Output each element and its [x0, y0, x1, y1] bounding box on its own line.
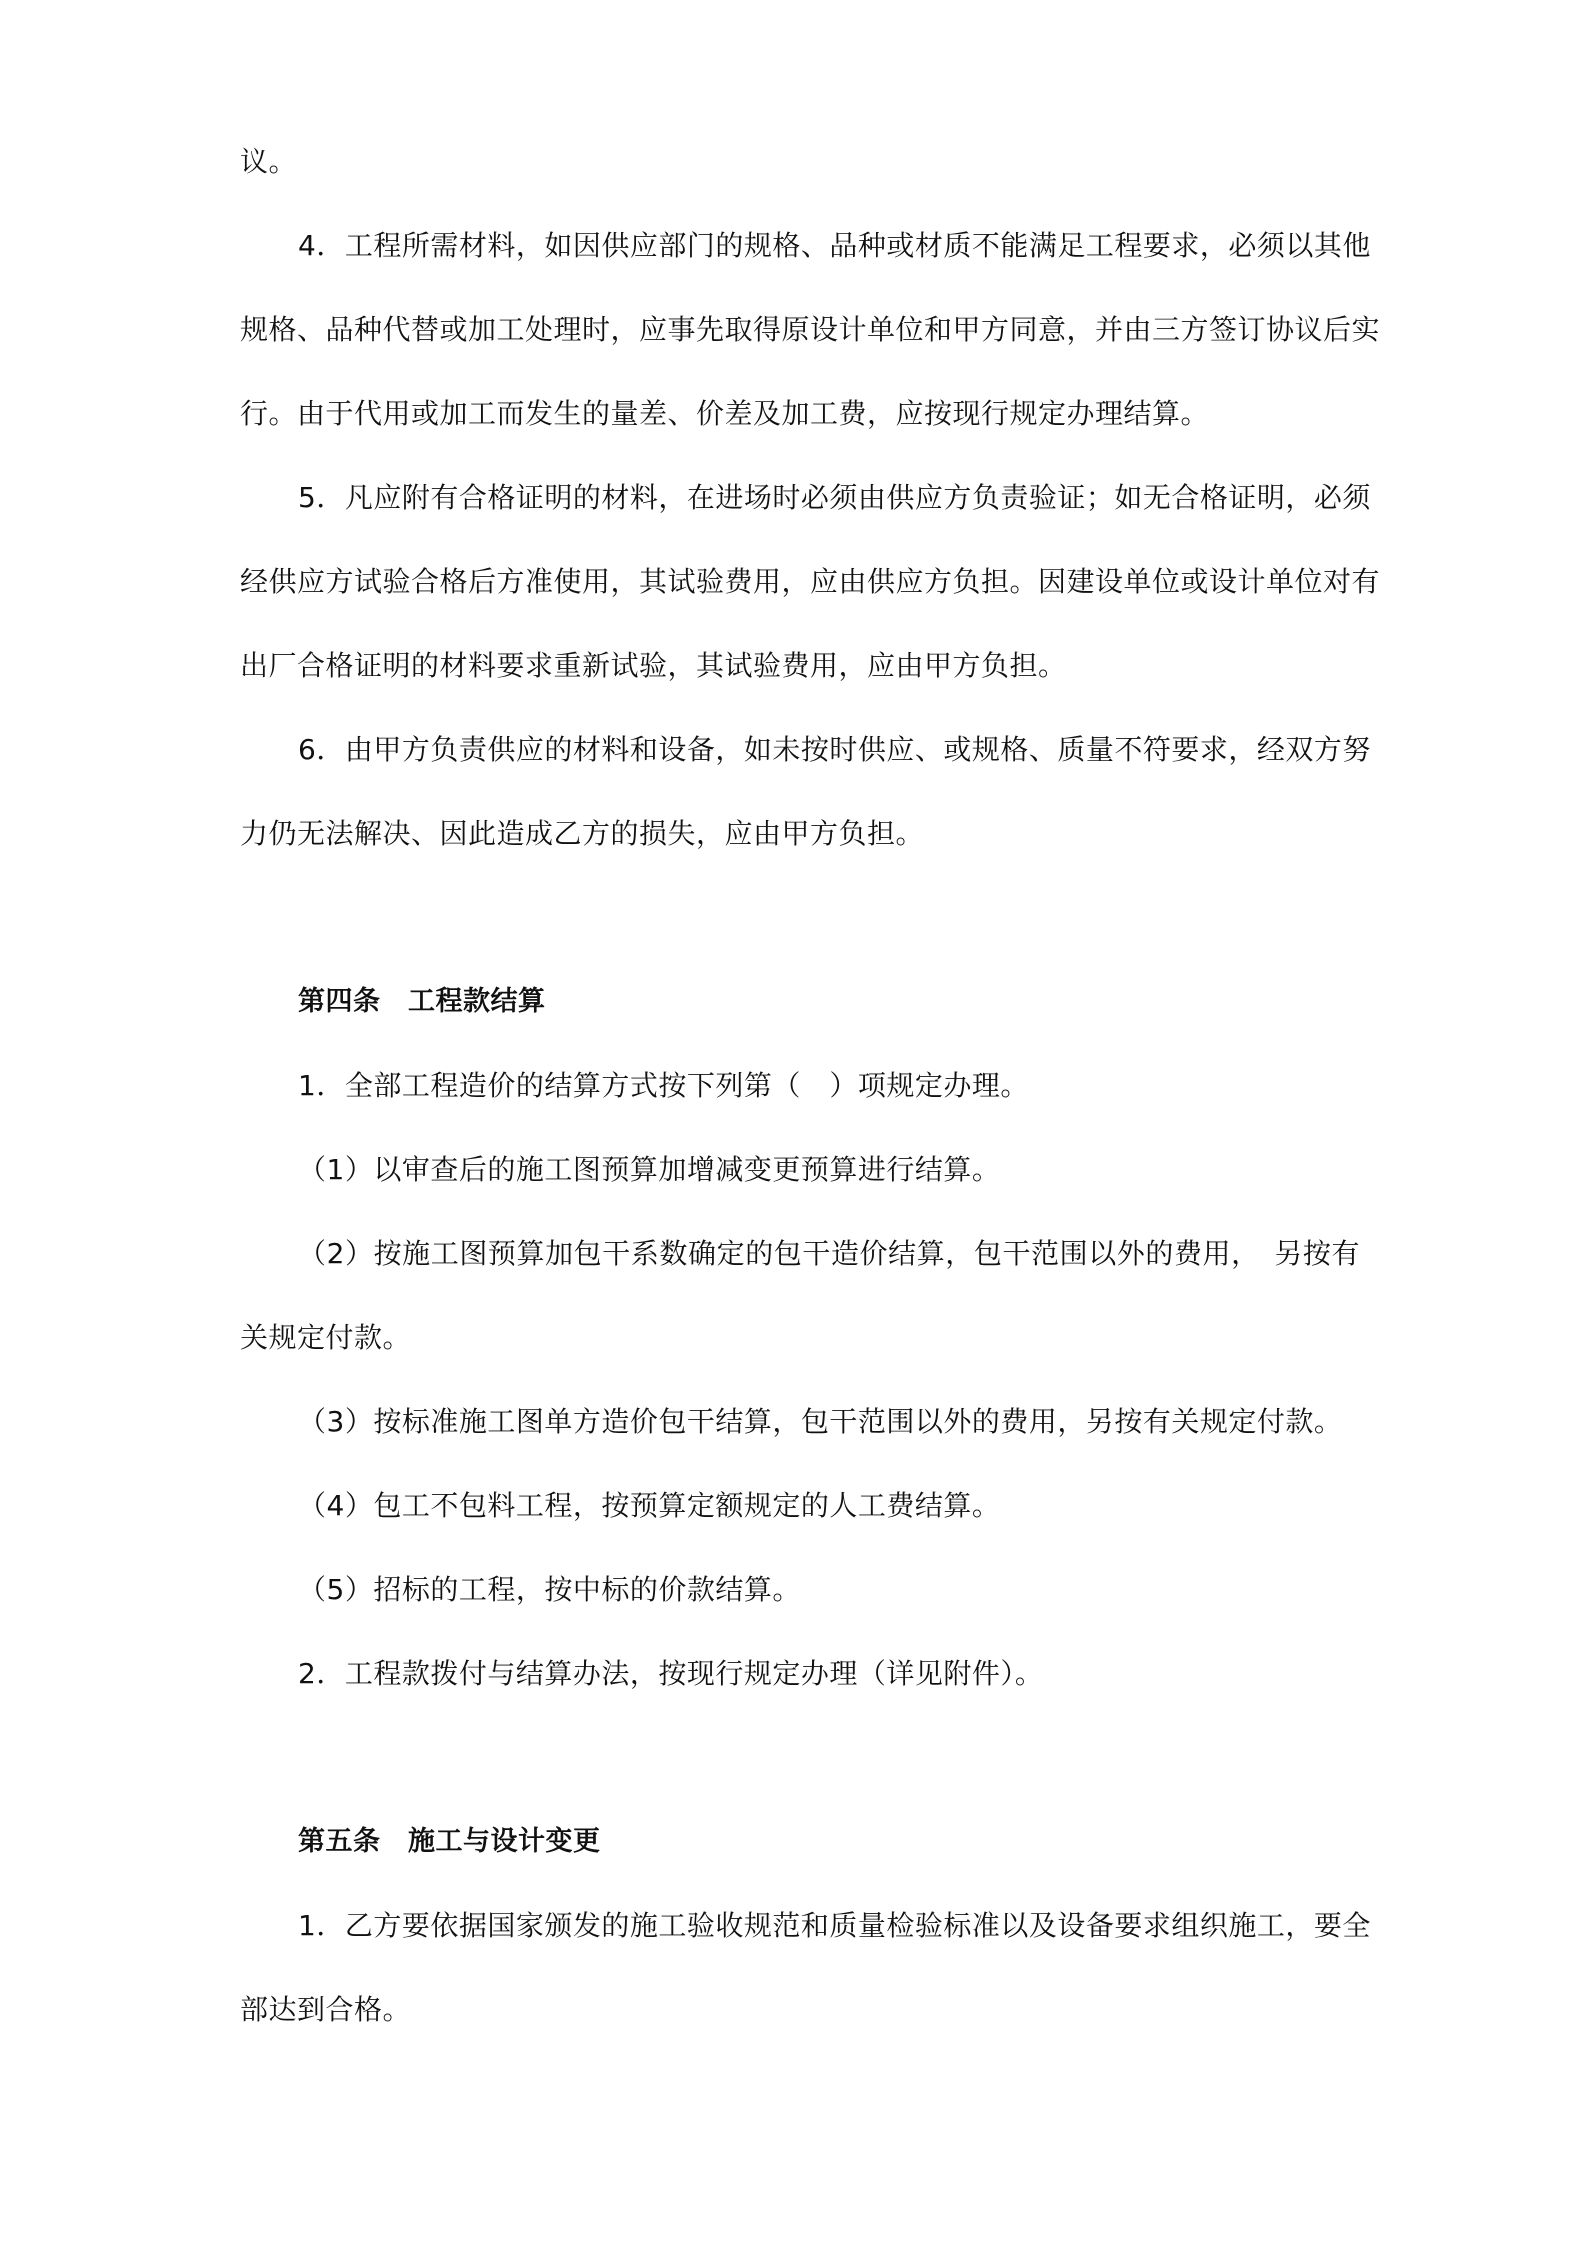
paragraph-line: 1．全部工程造价的结算方式按下列第（ ）项规定办理。 — [298, 1069, 1029, 1102]
paragraph-line: 议。 — [240, 145, 298, 178]
paragraph-line: （4）包工不包料工程，按预算定额规定的人工费结算。 — [298, 1489, 1001, 1522]
section-heading: 第五条 施工与设计变更 — [298, 1826, 601, 1857]
paragraph-line: 规格、品种代替或加工处理时，应事先取得原设计单位和甲方同意，并由三方签订协议后实 — [240, 313, 1381, 346]
paragraph-line: 经供应方试验合格后方准使用，其试验费用，应由供应方负担。因建设单位或设计单位对有 — [240, 565, 1381, 598]
paragraph-line: （1）以审查后的施工图预算加增减变更预算进行结算。 — [298, 1153, 1001, 1186]
section-heading: 第四条 工程款结算 — [298, 986, 546, 1017]
paragraph-line: 2．工程款拨付与结算办法，按现行规定办理（详见附件）。 — [298, 1657, 1044, 1690]
paragraph-line: 4．工程所需材料，如因供应部门的规格、品种或材质不能满足工程要求，必须以其他 — [298, 229, 1371, 262]
paragraph-line: 出厂合格证明的材料要求重新试验，其试验费用，应由甲方负担。 — [240, 649, 1067, 682]
paragraph-line: 行。由于代用或加工而发生的量差、价差及加工费，应按现行规定办理结算。 — [240, 397, 1210, 430]
paragraph-line: 力仍无法解决、因此造成乙方的损失，应由甲方负担。 — [240, 817, 925, 850]
paragraph-line: （3）按标准施工图单方造价包干结算，包干范围以外的费用，另按有关规定付款。 — [298, 1405, 1343, 1438]
paragraph-line: 6．由甲方负责供应的材料和设备，如未按时供应、或规格、质量不符要求，经双方努 — [298, 733, 1371, 766]
paragraph-line: （5）招标的工程，按中标的价款结算。 — [298, 1573, 801, 1606]
paragraph-line: 关规定付款。 — [240, 1321, 412, 1354]
paragraph-line: 5．凡应附有合格证明的材料，在进场时必须由供应方负责验证；如无合格证明，必须 — [298, 481, 1371, 514]
paragraph-line: 1．乙方要依据国家颁发的施工验收规范和质量检验标准以及设备要求组织施工，要全 — [298, 1909, 1371, 1942]
paragraph-line: （2）按施工图预算加包干系数确定的包干造价结算，包干范围以外的费用， 另按有 — [298, 1237, 1360, 1270]
paragraph-line: 部达到合格。 — [240, 1993, 412, 2026]
